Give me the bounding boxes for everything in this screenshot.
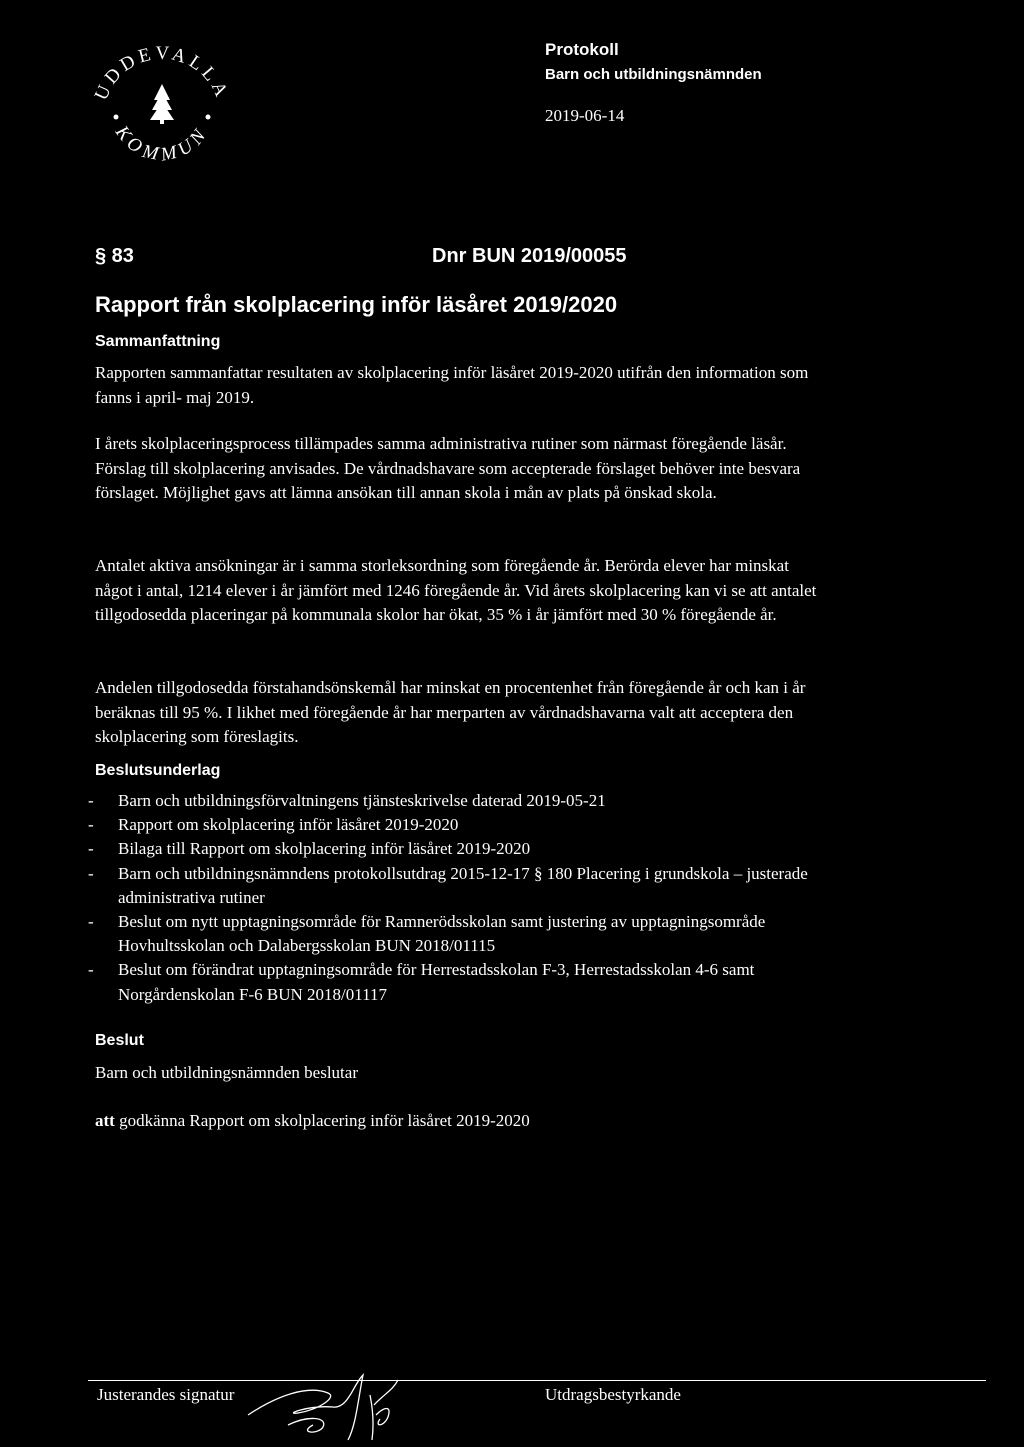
decision-body: Barn och utbildningsnämnden beslutar [95, 1063, 358, 1082]
tree-icon [150, 84, 174, 124]
list-dash: - [88, 912, 94, 932]
list-item [88, 862, 848, 910]
decision-clause [95, 1111, 530, 1131]
summary-paragraph-1: Rapporten sammanfattar resultaten av skolplacering inför läsåret 2019-2020 utifrån den information som fanns i april- maj 2019. [95, 363, 809, 407]
list-item [88, 910, 848, 958]
att-keyword: att [95, 1111, 115, 1130]
list-item [88, 813, 848, 837]
basis-heading: Beslutsunderlag [95, 762, 221, 779]
list-item-text: Bilaga till Rapport om skolplacering inför läsåret 2019-2020 [118, 839, 531, 859]
list-item [88, 789, 848, 813]
list-item-text: Rapport om skolplacering inför läsåret 2019-2020 [118, 815, 459, 835]
decision-heading: Beslut [95, 1032, 144, 1049]
paragraph-number: § 83 [95, 245, 134, 267]
summary-heading: Sammanfattning [95, 333, 221, 350]
meeting-date: 2019-06-14 [545, 106, 625, 125]
signature-label: Justerandes signatur [97, 1385, 235, 1404]
summary-paragraph-3: Antalet aktiva ansökningar är i samma storleksordning som föregående år. Berörda elever har minskat något i antal, 1214 elever i år jämfört med 1246 föregående år. Vid årets skolplacering kan vi se att antalet tillgodosedda placeringar på kommunala skolor har ökat, 35 % i år jämfört med 30 % föregående år. [95, 556, 817, 624]
municipality-logo [82, 22, 242, 182]
att-text: godkänna Rapport om skolplacering inför läsåret 2019-2020 [119, 1111, 530, 1130]
document-type: Protokoll [545, 40, 619, 59]
list-item-text: Beslut om förändrat upptagningsområde för Herrestadsskolan F-3, Herrestadsskolan 4-6 samt Norgårdenskolan F-6 BUN 2018/01117 [118, 960, 755, 1004]
list-dash: - [88, 960, 94, 980]
basis-list [88, 789, 848, 1007]
list-item-text: Barn och utbildningsförvaltningens tjänsteskrivelse daterad 2019-05-21 [118, 791, 606, 810]
list-item-text: Barn och utbildningsnämndens protokollsutdrag 2015-12-17 § 180 Placering i grundskola – justerade administrativa rutiner [118, 863, 808, 907]
list-item-text: Beslut om nytt upptagningsområde för Ramnerödsskolan samt justering av upptagningsområde Hovhultsskolan och Dalabergsskolan BUN 2018/01115 [118, 912, 766, 956]
signature-line [88, 1380, 986, 1381]
svg-text:KOMMUN: KOMMUN [110, 122, 214, 166]
list-dash: - [88, 791, 94, 810]
summary-paragraph-4: Andelen tillgodosedda förstahandsönskemål har minskat en procentenhet från föregående år och kan i år beräknas till 95 %. I likhet med föregående år har merparten av vårdnadshavarna valt att acceptera den skolplacering som föreslagits. [95, 678, 806, 746]
list-dash: - [88, 839, 94, 859]
item-title: Rapport från skolplacering inför läsåret 2019/2020 [95, 292, 618, 317]
committee-name: Barn och utbildningsnämnden [545, 66, 762, 83]
list-item [88, 837, 848, 861]
case-number: Dnr BUN 2019/00055 [432, 245, 627, 267]
svg-text:UDDEVALLA: UDDEVALLA [90, 42, 234, 104]
list-dash: - [88, 815, 94, 835]
certification-label: Utdragsbestyrkande [545, 1385, 681, 1404]
summary-paragraph-2: I årets skolplaceringsprocess tillämpades samma administrativa rutiner som närmast föregående läsår. Förslag till skolplacering anvisades. De vårdnadshavare som accepterade förslaget behöver inte besvara förslaget. Möjlighet gavs att lämna ansökan till annan skola i mån av plats på önskad skola. [95, 434, 801, 502]
list-item [88, 958, 848, 1006]
list-dash: - [88, 863, 94, 883]
